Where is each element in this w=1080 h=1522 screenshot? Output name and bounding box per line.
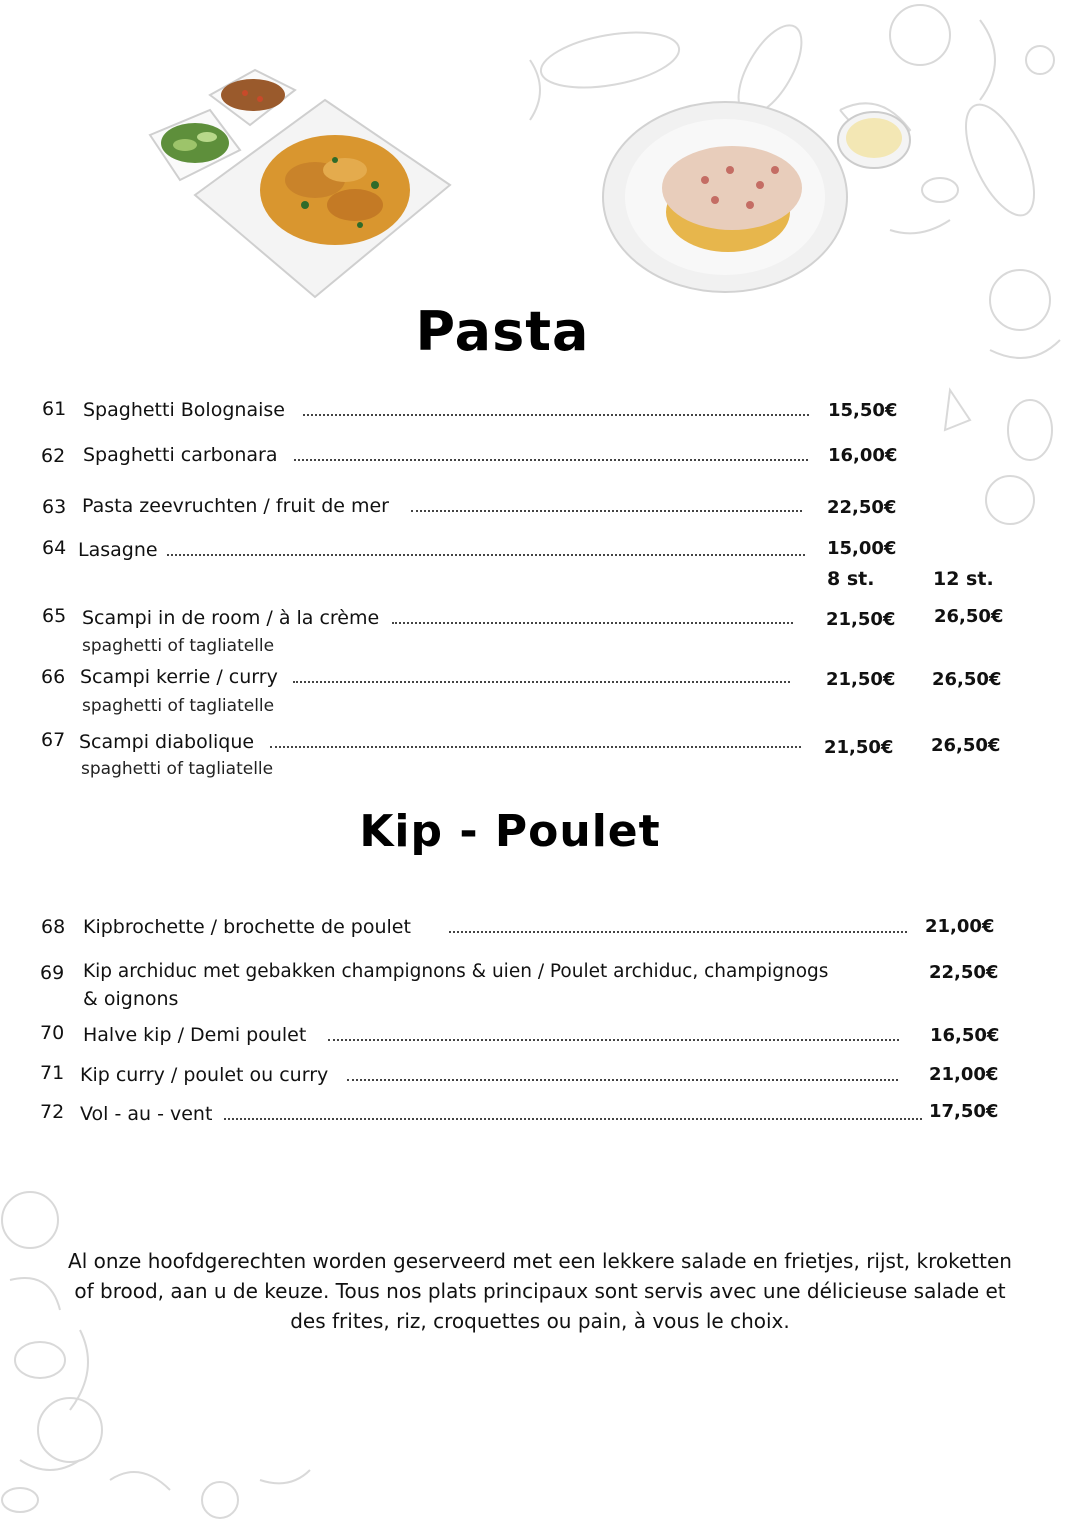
dot-leader xyxy=(167,554,805,556)
item-price: 16,00€ xyxy=(828,445,898,466)
dot-leader xyxy=(224,1118,922,1120)
item-name: Kipbrochette / brochette de poulet xyxy=(83,916,411,938)
item-number: 68 xyxy=(41,916,66,938)
item-name: Pasta zeevruchten / fruit de mer xyxy=(82,495,389,517)
column-header-12-pieces: 12 st. xyxy=(933,568,994,590)
item-name: Halve kip / Demi poulet xyxy=(83,1024,307,1046)
item-name: Kip curry / poulet ou curry xyxy=(80,1064,329,1086)
item-subtitle: spaghetti of tagliatelle xyxy=(82,636,275,656)
item-number: 70 xyxy=(40,1022,65,1044)
item-price: 22,50€ xyxy=(929,962,999,983)
item-subtitle: spaghetti of tagliatelle xyxy=(82,696,275,716)
dot-leader xyxy=(293,681,790,683)
item-number: 67 xyxy=(41,729,66,751)
item-number: 66 xyxy=(41,666,66,688)
pasta-section-title: Pasta xyxy=(415,300,590,363)
item-price: 15,50€ xyxy=(828,400,898,421)
item-price-12: 26,50€ xyxy=(931,735,1001,756)
item-name: Vol - au - vent xyxy=(80,1103,213,1125)
dot-leader xyxy=(303,414,809,416)
item-number: 63 xyxy=(42,496,67,518)
item-subtitle: spaghetti of tagliatelle xyxy=(81,759,274,779)
item-name: Lasagne xyxy=(78,539,158,561)
spaghetti-carbonara-dish-photo xyxy=(600,100,920,300)
item-price: 17,50€ xyxy=(929,1101,999,1122)
item-number: 64 xyxy=(42,537,67,559)
item-number: 69 xyxy=(40,962,65,984)
item-price: 21,00€ xyxy=(925,916,995,937)
item-price: 16,50€ xyxy=(930,1025,1000,1046)
item-name-continued: & oignons xyxy=(83,988,179,1010)
dot-leader xyxy=(347,1079,898,1081)
item-price-8: 21,50€ xyxy=(826,609,896,630)
dot-leader xyxy=(449,931,907,933)
item-number: 72 xyxy=(40,1101,65,1123)
item-price-12: 26,50€ xyxy=(934,606,1004,627)
item-number: 71 xyxy=(40,1062,65,1084)
item-price-8: 21,50€ xyxy=(824,737,894,758)
item-name: Spaghetti carbonara xyxy=(83,444,278,466)
item-number: 61 xyxy=(42,398,67,420)
column-header-8-pieces: 8 st. xyxy=(827,568,875,590)
dot-leader xyxy=(392,622,793,624)
item-price: 22,50€ xyxy=(827,497,897,518)
item-number: 65 xyxy=(42,605,67,627)
item-name: Scampi in de room / à la crème xyxy=(82,607,380,629)
dot-leader xyxy=(270,746,801,748)
item-price-8: 21,50€ xyxy=(826,669,896,690)
item-price-12: 26,50€ xyxy=(932,669,1002,690)
item-number: 62 xyxy=(41,445,66,467)
item-name: Spaghetti Bolognaise xyxy=(83,399,285,421)
dot-leader xyxy=(294,459,808,461)
item-price: 15,00€ xyxy=(827,538,897,559)
kip-poulet-section-title: Kip - Poulet xyxy=(359,806,661,857)
item-name: Kip archiduc met gebakken champignons & uien / Poulet archiduc, champignogs xyxy=(83,961,829,982)
item-price: 21,00€ xyxy=(929,1064,999,1085)
dot-leader xyxy=(328,1039,899,1041)
footer-note: Al onze hoofdgerechten worden geserveerd met een lekkere salade en frietjes, rijst, kroketten of brood, aan u de keuze. Tous nos plats principaux sont servis avec une délicieuse salade et des frites, riz, croquettes ou pain, à vous le choix. xyxy=(68,1249,1012,1333)
dot-leader xyxy=(411,510,802,512)
item-name: Scampi diabolique xyxy=(79,731,255,753)
item-name: Scampi kerrie / curry xyxy=(80,666,278,688)
chicken-curry-dish-photo xyxy=(145,65,455,305)
vegetable-doodle-decoration-bottom xyxy=(0,1160,340,1522)
